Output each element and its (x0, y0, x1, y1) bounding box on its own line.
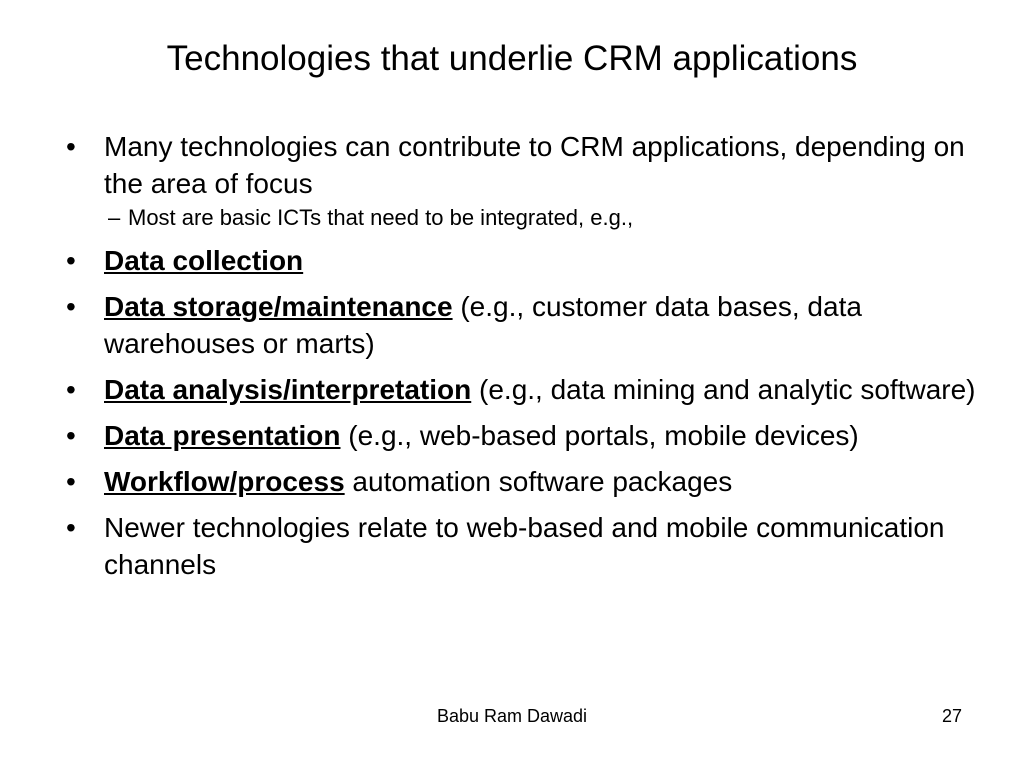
page-number: 27 (941, 706, 962, 726)
bullet-text: Many technologies can contribute to CRM applications, depending on the area of focus (104, 131, 965, 199)
bullet-marker: • (66, 374, 76, 405)
bullet-term: Data collection (104, 245, 304, 276)
bullet-list (66, 128, 986, 592)
sub-bullet-text: Most are basic ICTs that need to be integrated, e.g., (128, 205, 634, 230)
sub-bullet-marker: – (108, 205, 121, 230)
bullet-item (66, 288, 986, 362)
bullet-item (66, 242, 986, 279)
sub-bullet-list (104, 203, 986, 233)
bullet-marker: • (66, 512, 76, 543)
bullet-text: Newer technologies relate to web-based and mobile communication channels (104, 512, 945, 580)
bullet-term: Data presentation (104, 420, 341, 451)
bullet-item (66, 371, 986, 408)
bullet-marker: • (66, 420, 76, 451)
bullet-term: Data storage/maintenance (104, 291, 453, 322)
bullet-item (66, 417, 986, 454)
bullet-item (66, 128, 986, 233)
bullet-marker: • (66, 131, 76, 162)
bullet-item (66, 463, 986, 500)
bullet-text: (e.g., data mining and analytic software) (471, 374, 976, 405)
bullet-text: automation software packages (344, 466, 733, 497)
bullet-text: (e.g., customer data bases, data warehouses or marts) (104, 291, 862, 359)
sub-bullet-item (104, 203, 986, 233)
bullet-text: (e.g., web-based portals, mobile devices) (340, 420, 859, 451)
bullet-marker: • (66, 245, 76, 276)
slide-title: Technologies that underlie CRM applications (166, 39, 858, 78)
bullet-item (66, 509, 986, 583)
footer-author: Babu Ram Dawadi (436, 706, 588, 726)
bullet-marker: • (66, 291, 76, 322)
bullet-marker: • (66, 466, 76, 497)
bullet-term: Data analysis/interpretation (104, 374, 472, 405)
bullet-term: Workflow/process (104, 466, 345, 497)
